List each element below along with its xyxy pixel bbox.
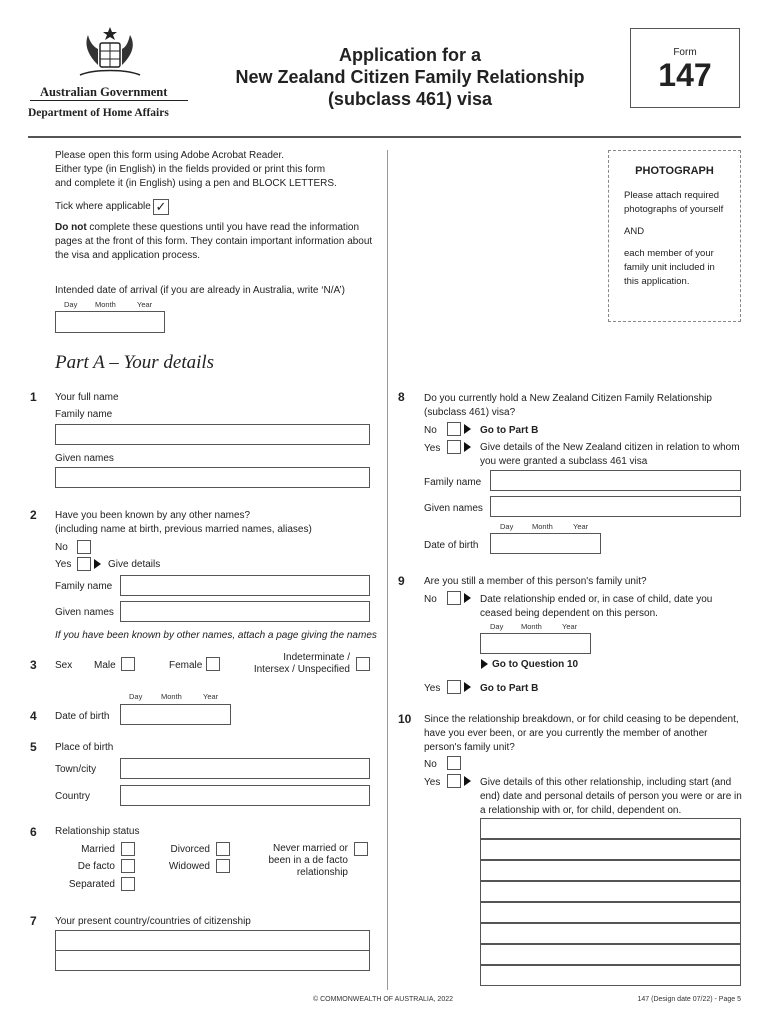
q10-details-line-5[interactable] xyxy=(480,902,741,923)
q6-married-label: Married xyxy=(81,844,115,855)
q2-question: Have you been known by any other names? (including name at birth, previous married names, aliases) xyxy=(55,510,312,535)
q9-number: 9 xyxy=(398,574,405,588)
q2-number: 2 xyxy=(30,508,37,522)
q5-country-input[interactable] xyxy=(120,785,370,806)
gov-underline xyxy=(30,100,188,101)
q10-details-line-7[interactable] xyxy=(480,944,741,965)
q9-no-checkbox[interactable] xyxy=(447,591,461,605)
q2-give-details: Give details xyxy=(108,559,161,570)
q8-no-arrow-icon xyxy=(464,424,471,434)
q2-arrow-icon xyxy=(94,559,101,569)
q8-yes-checkbox[interactable] xyxy=(447,440,461,454)
q9-end-date-input[interactable] xyxy=(480,633,591,654)
q4-number: 4 xyxy=(30,709,37,723)
q1-label: Your full name xyxy=(55,392,119,403)
q9-no-arrow-icon xyxy=(464,593,471,603)
q10-question: Since the relationship breakdown, or for child ceasing to be dependent, have you ever been, or are you currently the member of another person's family unit? xyxy=(424,714,739,753)
q7-label: Your present country/countries of citizenship xyxy=(55,916,251,927)
q9-month: Month xyxy=(521,622,542,631)
tick-label: Tick where applicable xyxy=(55,201,151,212)
q6-never-married-label: Never married or been in a de facto relationship xyxy=(268,843,348,878)
q8-number: 8 xyxy=(398,390,405,404)
q8-dob-label: Date of birth xyxy=(424,540,479,551)
q6-separated-checkbox[interactable] xyxy=(121,877,135,891)
q2-no-label: No xyxy=(55,542,68,553)
q9-yes-arrow-icon xyxy=(464,682,471,692)
q9-go-q10: Go to Question 10 xyxy=(492,659,579,670)
q1-given-input[interactable] xyxy=(55,467,370,488)
q3-female-checkbox[interactable] xyxy=(206,657,220,671)
q8-yes-label: Yes xyxy=(424,443,441,454)
q1-family-label: Family name xyxy=(55,409,113,420)
q2-family-input[interactable] xyxy=(120,575,370,596)
q5-town-label: Town/city xyxy=(55,764,97,775)
q8-month: Month xyxy=(532,522,553,531)
q2-no-checkbox[interactable] xyxy=(77,540,91,554)
q3-indeterminate-label: Indeterminate / Intersex / Unspecified xyxy=(253,652,350,675)
q9-label: Are you still a member of this person's family unit? xyxy=(424,576,647,587)
q6-widowed-checkbox[interactable] xyxy=(216,859,230,873)
gov-name: Australian Government xyxy=(40,85,168,99)
q8-day: Day xyxy=(500,522,514,531)
q1-number: 1 xyxy=(30,390,37,404)
q6-divorced-checkbox[interactable] xyxy=(216,842,230,856)
q7-number: 7 xyxy=(30,914,37,928)
form-number: 147 xyxy=(658,57,712,93)
q10-details-line-4[interactable] xyxy=(480,881,741,902)
q6-defacto-label: De facto xyxy=(77,861,115,872)
q8-year: Year xyxy=(573,522,589,531)
q9-details: Date relationship ended or, in case of child, date you ceased being dependent on this person. xyxy=(480,594,713,619)
q10-no-checkbox[interactable] xyxy=(447,756,461,770)
q8-family-label: Family name xyxy=(424,477,482,488)
q1-family-input[interactable] xyxy=(55,424,370,445)
q10-yes-arrow-icon xyxy=(464,776,471,786)
q2-given-input[interactable] xyxy=(120,601,370,622)
column-divider xyxy=(387,150,388,990)
q9-year: Year xyxy=(562,622,578,631)
q9-go-arrow-icon xyxy=(481,659,488,669)
form-number-box xyxy=(630,28,740,108)
q2-note: If you have been known by other names, attach a page giving the names xyxy=(55,630,377,641)
q9-yes-label: Yes xyxy=(424,683,441,694)
q2-family-label: Family name xyxy=(55,581,113,592)
q3-female-label: Female xyxy=(169,660,203,671)
q8-yes-arrow-icon xyxy=(464,442,471,452)
warning-text: Do not complete these questions until you have read the information pages at the front of this form. They contain important information about the visa and application process. xyxy=(55,222,373,261)
q2-given-label: Given names xyxy=(55,607,114,618)
q9-go-part-b: Go to Part B xyxy=(480,683,539,694)
intro-text: Please open this form using Adobe Acrobat Reader. Either type (in English) in the fields provided or print this form and complete it (in English) using a pen and BLOCK LETTERS. xyxy=(55,150,337,189)
q1-given-label: Given names xyxy=(55,453,114,464)
q4-day: Day xyxy=(129,692,143,701)
q5-country-label: Country xyxy=(55,791,91,802)
q3-male-label: Male xyxy=(94,660,116,671)
form-title: Application for a New Zealand Citizen Family Relationship (subclass 461) visa xyxy=(235,45,585,109)
q9-no-label: No xyxy=(424,594,437,605)
q4-year: Year xyxy=(203,692,219,701)
q10-yes-label: Yes xyxy=(424,777,441,788)
arrival-month: Month xyxy=(95,300,116,309)
q10-details-line-2[interactable] xyxy=(480,839,741,860)
q8-dob-input[interactable] xyxy=(490,533,601,554)
coat-of-arms-icon xyxy=(70,25,150,85)
q8-go-part-b: Go to Part B xyxy=(480,425,539,436)
q4-label: Date of birth xyxy=(55,711,110,722)
arrival-label: Intended date of arrival (if you are already in Australia, write ‘N/A’) xyxy=(55,285,345,296)
q8-given-label: Given names xyxy=(424,503,483,514)
tick-example: ✓ xyxy=(153,199,169,215)
arrival-day: Day xyxy=(64,300,78,309)
q6-never-married-checkbox[interactable] xyxy=(354,842,368,856)
q8-given-input[interactable] xyxy=(490,496,741,517)
q7-citizenship-input-1[interactable] xyxy=(55,930,370,951)
q6-married-checkbox[interactable] xyxy=(121,842,135,856)
q10-details-line-3[interactable] xyxy=(480,860,741,881)
q4-dob-input[interactable] xyxy=(120,704,231,725)
q4-month: Month xyxy=(161,692,182,701)
q8-details: Give details of the New Zealand citizen in relation to whom you were granted a subclass 461 visa xyxy=(480,442,740,467)
q5-number: 5 xyxy=(30,740,37,754)
arrival-date-input[interactable] xyxy=(55,311,165,333)
q10-number: 10 xyxy=(398,712,412,726)
part-a-title: Part A – Your details xyxy=(55,352,215,373)
q2-yes-checkbox[interactable] xyxy=(77,557,91,571)
q9-yes-checkbox[interactable] xyxy=(447,680,461,694)
q8-family-input[interactable] xyxy=(490,470,741,491)
q10-details: Give details of this other relationship, including start (and end) date and personal details of person you were or are in a relationship with or, for child, dependent on. xyxy=(480,777,742,816)
q6-separated-label: Separated xyxy=(68,879,115,890)
q6-defacto-checkbox[interactable] xyxy=(121,859,135,873)
department-name: Department of Home Affairs xyxy=(28,107,169,119)
q8-question: Do you currently hold a New Zealand Citizen Family Relationship (subclass 461) visa? xyxy=(424,393,712,418)
photo-instructions: Please attach required photographs of yourself AND each member of your family unit included in this application. xyxy=(624,190,724,287)
q6-divorced-label: Divorced xyxy=(170,844,210,855)
q3-indeterminate-checkbox[interactable] xyxy=(356,657,370,671)
q6-number: 6 xyxy=(30,825,37,839)
q6-label: Relationship status xyxy=(55,826,140,837)
form-label: Form xyxy=(673,47,697,58)
q2-yes-label: Yes xyxy=(55,559,72,570)
q8-no-checkbox[interactable] xyxy=(447,422,461,436)
q9-day: Day xyxy=(490,622,504,631)
q8-no-label: No xyxy=(424,425,437,436)
footer-copyright: © COMMONWEALTH OF AUSTRALIA, 2022 xyxy=(313,996,453,1003)
q5-town-input[interactable] xyxy=(120,758,370,779)
photo-heading: PHOTOGRAPH xyxy=(635,165,714,177)
q10-details-line-1[interactable] xyxy=(480,818,741,839)
footer-page: 147 (Design date 07/22) - Page 5 xyxy=(637,996,741,1003)
q3-label: Sex xyxy=(55,660,73,671)
header-rule xyxy=(28,136,741,138)
q3-male-checkbox[interactable] xyxy=(121,657,135,671)
q3-number: 3 xyxy=(30,658,37,672)
q7-citizenship-input-2[interactable] xyxy=(55,950,370,971)
q5-label: Place of birth xyxy=(55,742,114,753)
q10-details-line-6[interactable] xyxy=(480,923,741,944)
photo-box xyxy=(608,150,741,322)
arrival-year: Year xyxy=(137,300,153,309)
q10-details-line-8[interactable] xyxy=(480,965,741,986)
q10-yes-checkbox[interactable] xyxy=(447,774,461,788)
q10-no-label: No xyxy=(424,759,437,770)
q6-widowed-label: Widowed xyxy=(168,861,210,872)
